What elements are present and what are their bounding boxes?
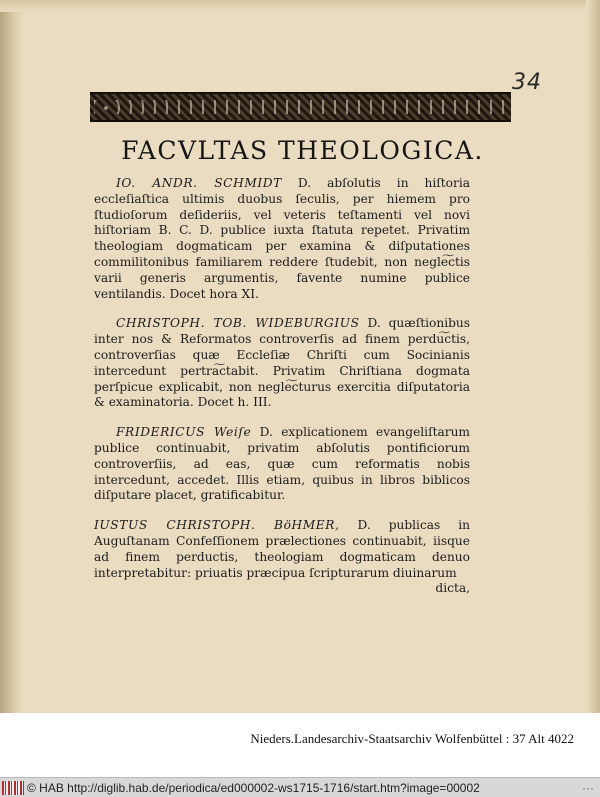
professor-name: IO. ANDR. SCHMIDT: [116, 176, 282, 190]
paragraph-schmidt: [94, 176, 470, 302]
paragraph-weise: [94, 425, 470, 504]
document-body: [94, 176, 470, 611]
professor-name: IUSTUS CHRISTOPH. BöHMER,: [94, 518, 340, 533]
more-options-icon[interactable]: ···: [582, 780, 594, 795]
paragraph-text: D. quæſtionibus inter nos & Reformatos controverſis ad finem perdu͠ctis, controverſias quæ Eccleſiæ Chriſti cum Socinianis intercedunt pertra͠ctabit. Privatim Chriſtiana dogmata perſpicue explicabit, non negle͠cturus exercitia diſputatoria & examinatoria. Docet h. III.: [94, 316, 470, 410]
image-url-link[interactable]: © HAB http://diglib.hab.de/periodica/ed000002-ws1715-1716/start.htm?image=00002: [27, 780, 480, 795]
page-shadow-top: [0, 0, 600, 12]
paragraph-text: D. explicationem evangeliſtarum publice continuabit, privatim abſolutis pontificiorum controverſiis, ad eas, quæ cum reformatis nobis intercedunt, accedet. Illis etiam, quibus in libros biblicos diſputare placet, gratificabitur.: [94, 425, 470, 503]
faculty-title: FACVLTAS THEOLOGICA.: [121, 136, 484, 165]
archive-label: Nieders.Landesarchiv-Staatsarchiv Wolfenbüttel : 37 Alt 4022: [250, 731, 574, 746]
paragraph-wideburgius: [94, 316, 470, 411]
page-shadow-left: [0, 0, 24, 713]
page-shadow-right: [586, 0, 600, 713]
image-url-bar: [0, 777, 600, 797]
decorative-ornament-band: [90, 92, 511, 122]
catchword: dicta,: [435, 581, 470, 596]
barcode-icon: [2, 781, 24, 795]
paragraph-text: D. abſolutis in hiſtoria eccleſiaſtica ultimis duobus ſeculis, per hiemem pro ſtudioſorum deſideriis, vel veteris teſtamenti vel novi hiſtoriam B. C. D. publice iuxta ſtatuta repetet. Privatim theologiam dogmaticam per examina & diſputationes commilitonibus familiarem reddere ſtudebit, non negle͠ctis varii generis argumentis, favente numine publice ventilandis. Docet hora XI.: [94, 176, 471, 301]
professor-name: FRIDERICUS Weiſe: [116, 425, 252, 440]
professor-name: CHRISTOPH. TOB. WIDEBURGIUS: [116, 316, 360, 331]
paragraph-text: D. publicas in Auguſtanam Confeſſionem prælectiones continuabit, iisque ad finem perductis, theologiam dogmaticam denuo interpretabitur: priuatis præcipua ſcripturarum diuinarum: [94, 518, 470, 580]
page-number: 34: [512, 70, 542, 95]
paragraph-boehmer: [94, 518, 470, 597]
